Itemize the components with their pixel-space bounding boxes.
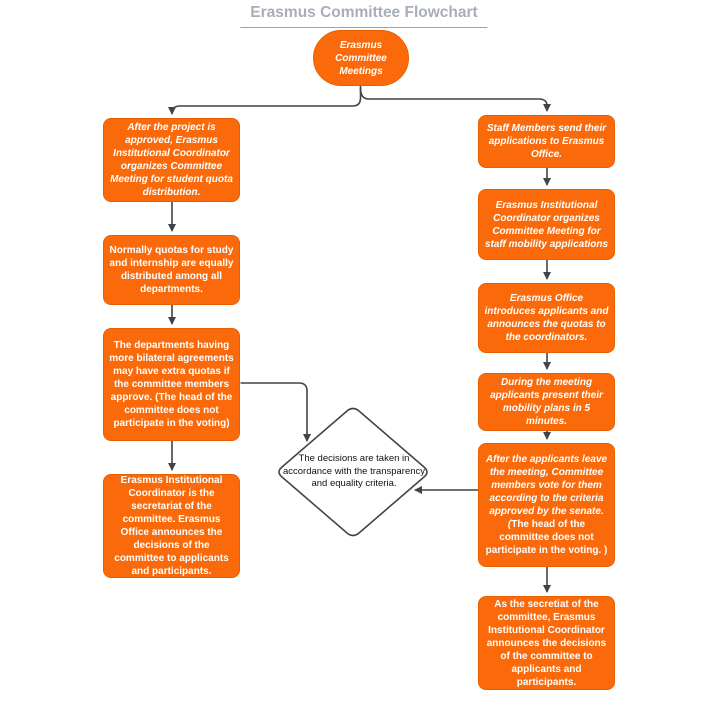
node-label: During the meeting applicants present their mobility plans in 5 minutes. (490, 377, 603, 427)
connector-left3-decision (241, 383, 308, 441)
node-left-quotas-equally-distributed (103, 235, 240, 305)
node-right-committee-members-vote (478, 443, 615, 567)
node-right-applicants-present-plans (478, 373, 615, 431)
connector-start-to-right (361, 88, 548, 111)
node-label: Erasmus Institutional Coordinator is the secretariat of the committee. Erasmus Office announces the decisions of the committee to applicants and participants. (114, 475, 229, 577)
node-label (484, 453, 609, 557)
node-label: Staff Members send their applications to Erasmus Office. (486, 123, 607, 160)
node-label: Erasmus Institutional Coordinator organizes Committee Meeting for staff mobility applications (484, 199, 609, 250)
node-right-coordinator-organizes-staff-meeting (478, 189, 615, 260)
node-label-italic-part: After the applicants leave the meeting, Committee members vote for them according to the criteria approved by the senate. ( (485, 454, 608, 530)
connector-start-to-left (172, 86, 361, 114)
decision-label: The decisions are taken in accordance with the transparency and equality criteria. (282, 453, 426, 490)
node-label: As the secretiat of the committee, Erasmus Institutional Coordinator announces the decisions of the committee to applicants and participants. (486, 598, 607, 688)
node-left-project-approved-quota-meeting (103, 118, 240, 202)
node-left-coordinator-secretariat-announces (103, 474, 240, 578)
node-right-office-introduces-applicants (478, 283, 615, 353)
node-label-regular-part: The head of the committee does not participate in the voting. ) (485, 519, 608, 556)
node-label: The departments having more bilateral agreements may have extra quotas if the committee members approve. (The head of the committee does not participate in the voting) (109, 340, 234, 429)
node-label: Erasmus Office introduces applicants and announces the quotas to the coordinators. (484, 293, 609, 343)
node-start-erasmus-committee-meetings (313, 30, 409, 86)
node-right-staff-members-send-applications (478, 115, 615, 168)
node-label: After the project is approved, Erasmus Institutional Coordinator organizes Committee Meeting for student quota distribution. (110, 122, 233, 198)
page-title: Erasmus Committee Flowchart (240, 2, 487, 28)
node-label: Normally quotas for study and internship are equally distributed among all departments. (109, 245, 234, 295)
node-right-secretariat-announces-decisions (478, 596, 615, 690)
node-left-extra-quotas-bilateral-agreements (103, 328, 240, 441)
node-start-label: Erasmus Committee Meetings (335, 39, 387, 77)
